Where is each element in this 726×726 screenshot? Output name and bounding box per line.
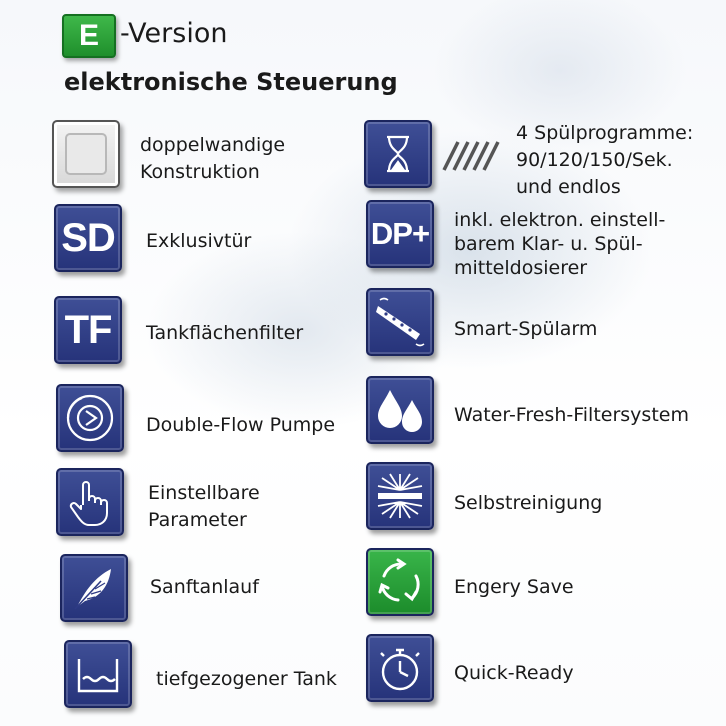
version-title: -Version bbox=[120, 18, 228, 49]
label-double-wall: doppelwandige Konstruktion bbox=[140, 134, 286, 183]
label-parameters: Einstellbare Parameter bbox=[148, 482, 260, 531]
hand-touch-icon bbox=[56, 468, 124, 536]
label-spray-arm: Smart-Spülarm bbox=[454, 318, 598, 340]
tank-icon bbox=[64, 640, 132, 708]
label-dosing: inkl. elektron. einstell- barem Klar- u. Spül- mitteldosierer bbox=[454, 209, 666, 279]
spray-arm-icon bbox=[366, 288, 434, 356]
label-tank-filter: Tankflächenfilter bbox=[146, 322, 304, 344]
subtitle: elektronische Steuerung bbox=[64, 68, 398, 96]
stopwatch-icon bbox=[366, 634, 434, 702]
label-exclusive-door: Exklusivtür bbox=[146, 230, 252, 252]
water-drops-icon bbox=[366, 376, 434, 444]
label-quick-ready: Quick-Ready bbox=[454, 662, 574, 684]
label-pump: Double-Flow Pumpe bbox=[146, 414, 336, 436]
dp-plus-icon: DP+ bbox=[366, 200, 434, 268]
self-clean-icon bbox=[366, 462, 434, 530]
label-water-fresh: Water-Fresh-Filtersystem bbox=[454, 404, 689, 426]
label-deep-tank: tiefgezogener Tank bbox=[156, 668, 337, 690]
label-programs: 4 Spülprogramme: 90/120/150/Sek. und endlos bbox=[516, 122, 694, 198]
hourglass-icon bbox=[364, 120, 432, 188]
feather-icon bbox=[60, 554, 128, 622]
double-wall-icon bbox=[52, 120, 120, 188]
label-soft-start: Sanftanlauf bbox=[150, 576, 259, 598]
label-energy-save: Engery Save bbox=[454, 576, 574, 598]
hatch-marks-icon bbox=[440, 134, 504, 174]
label-self-clean: Selbstreinigung bbox=[454, 492, 603, 514]
sd-icon: SD bbox=[54, 204, 122, 272]
recycle-arrows-icon bbox=[366, 548, 434, 616]
tf-icon: TF bbox=[54, 296, 122, 364]
e-version-badge: E bbox=[62, 14, 116, 58]
pump-icon bbox=[56, 384, 124, 452]
